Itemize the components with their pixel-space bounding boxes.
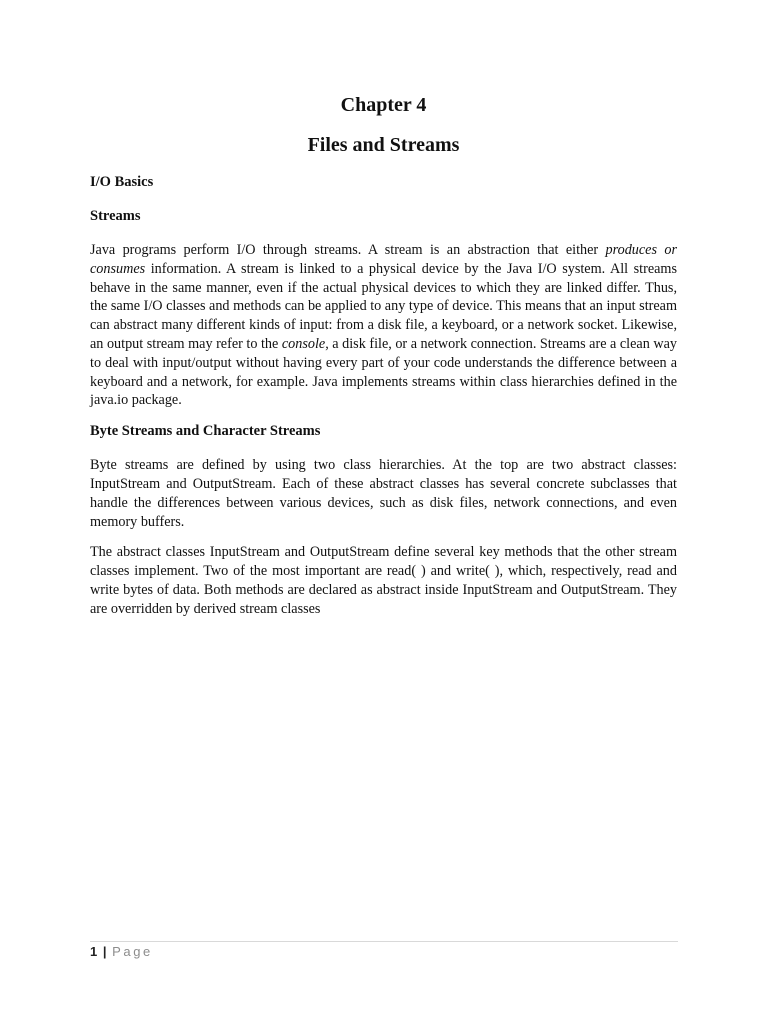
chapter-heading: Chapter 4 xyxy=(340,94,427,116)
streams-text-1: Java programs perform I/O through streams. A stream is an abstraction that either xyxy=(90,242,606,258)
streams-text-2: information. A stream is linked to a physical device by the Java I/O system. All streams behave in the same manner, even if the actual physical devices to which they are linked differ. Thus, the same I/O classes and methods can be applied to any type of device. This means that an input stream can abstract many different kinds of input: from a disk file, a keyboard, or a network socket. Likewise, an output stream may refer to the xyxy=(90,260,677,352)
page-label: Page xyxy=(112,944,153,959)
section-heading-streams: Streams xyxy=(90,208,141,224)
section-heading-byte-character-streams: Byte Streams and Character Streams xyxy=(90,423,321,440)
page-content xyxy=(90,91,677,631)
page-title: Files and Streams xyxy=(307,134,460,156)
section-heading-io-basics: I/O Basics xyxy=(90,174,154,190)
page-number: 1 xyxy=(90,944,98,959)
footer-separator: | xyxy=(102,944,107,959)
page-footer xyxy=(90,941,678,960)
streams-paragraph xyxy=(90,241,677,410)
streams-emphasis-2: console xyxy=(281,335,326,352)
streams-text-3: , a disk file, or a network connection. Streams are a clean way to deal with input/output without having every part of your code understands the difference between a keyboard and a network, for example. Java implements streams within class hierarchies defined in the java.io package. xyxy=(90,335,677,409)
streams-emphasis-1: produces or consumes xyxy=(90,242,677,277)
byte-streams-paragraph-2: The abstract classes InputStream and OutputStream define several key methods that the other stream classes implement. Two of the most important are read( ) and write( ), which, respectively, read and write bytes of data. Both methods are declared as abstract inside InputStream and OutputStream. They are overridden by derived stream classes xyxy=(90,544,677,617)
byte-streams-paragraph-1: Byte streams are defined by using two class hierarchies. At the top are two abstract classes: InputStream and OutputStream. Each of these abstract classes has several concrete subclasses that handle the differences between various devices, such as disk files, network connections, and even memory buffers. xyxy=(90,457,677,530)
